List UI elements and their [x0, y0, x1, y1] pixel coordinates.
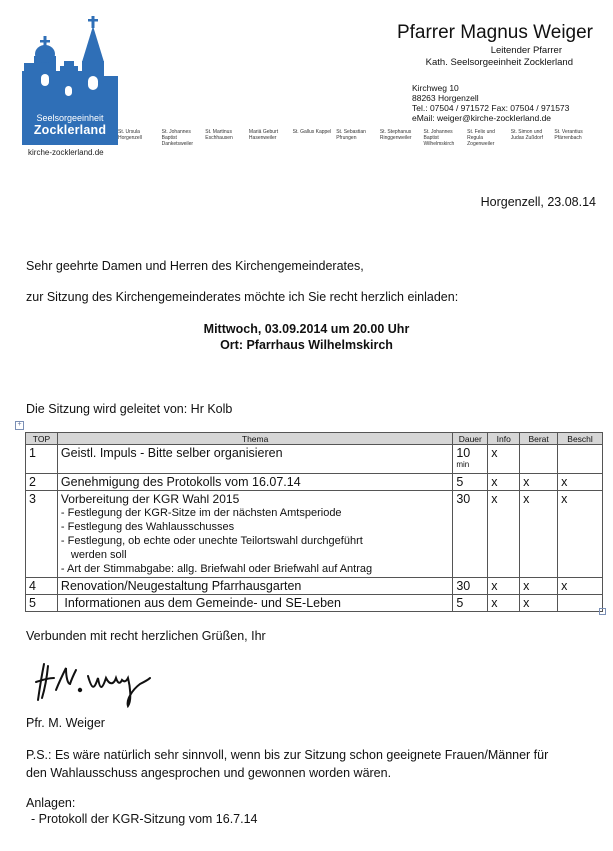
parish-item: St. Martinus Eschhausen	[205, 129, 233, 141]
top-cell: 1	[26, 445, 58, 474]
parish-item: St. Felix und Regula Zogenweiler	[467, 129, 495, 147]
thema-cell: Renovation/Neugestaltung Pfarrhausgarten	[57, 578, 452, 595]
dauer-cell: 30	[453, 491, 488, 578]
top-cell: 5	[26, 595, 58, 612]
meeting-time: Mittwoch, 03.09.2014 um 20.00 Uhr	[203, 322, 410, 336]
info-cell: x	[488, 491, 520, 578]
dauer-value: 10	[456, 446, 471, 460]
thema-cell	[57, 491, 452, 578]
ps-line-2: den Wahlausschuss angesprochen und gewonnen worden wären.	[26, 766, 392, 780]
berat-cell: x	[520, 578, 558, 595]
pastor-name: Pfarrer Magnus Weiger	[396, 22, 593, 43]
phone-fax: Tel.: 07504 / 971572 Fax: 07504 / 971573	[412, 103, 570, 113]
berat-cell: x	[520, 474, 558, 491]
parish-item: St. Simon und Judas Zußdorf	[510, 129, 544, 141]
signature	[30, 660, 160, 708]
dauer-cell: 5	[453, 595, 488, 612]
parish-item: St. Ursula Horgenzell	[118, 129, 142, 141]
table-row	[26, 445, 603, 474]
beschl-cell: x	[558, 491, 603, 578]
agenda-table	[25, 432, 603, 612]
top-cell: 2	[26, 474, 58, 491]
top-cell: 4	[26, 578, 58, 595]
email: eMail: weiger@kirche-zocklerland.de	[412, 113, 552, 123]
logo-line-1: Seelsorgeeinheit	[36, 113, 104, 123]
sub-item: - Festlegung der KGR-Sitze im der nächsten Amtsperiode	[60, 507, 342, 519]
pastor-title: Leitender Pfarrer	[490, 45, 562, 56]
logo-text	[22, 109, 118, 145]
parish-item: St. Stephanus Ringgenweiler	[379, 129, 412, 141]
col-header-info: Info	[488, 433, 520, 445]
attachment-item: - Protokoll der KGR-Sitzung vom 16.7.14	[31, 812, 258, 826]
closing-line: Verbunden mit recht herzlichen Grüßen, Ihr	[26, 629, 266, 643]
col-header-berat: Berat	[520, 433, 558, 445]
address-city: 88263 Horgenzell	[412, 93, 479, 103]
info-cell: x	[488, 578, 520, 595]
meeting-place: Ort: Pfarrhaus Wilhelmskirch	[220, 338, 393, 352]
table-move-handle-icon[interactable]: +	[15, 421, 24, 430]
beschl-cell: x	[558, 474, 603, 491]
table-resize-handle[interactable]	[599, 608, 606, 615]
table-row	[26, 578, 603, 595]
address-street: Kirchweg 10	[412, 83, 459, 93]
signer-name: Pfr. M. Weiger	[26, 716, 105, 730]
col-header-beschl: Beschl	[558, 433, 603, 445]
dauer-cell	[453, 445, 488, 474]
sub-item: - Art der Stimmabgabe: allg. Briefwahl oder Briefwahl auf Antrag	[60, 563, 373, 575]
thema-cell: Geistl. Impuls - Bitte selber organisieren	[57, 445, 452, 474]
parish-item: St. Sebastian Pfrungen	[336, 129, 366, 141]
thema-cell: Genehmigung des Protokolls vom 16.07.14	[57, 474, 452, 491]
dauer-unit: min	[456, 460, 470, 469]
sub-item: - Festlegung des Wahlausschusses	[60, 521, 235, 533]
berat-cell: x	[520, 595, 558, 612]
sub-item: werden soll	[70, 549, 127, 561]
unit-name: Kath. Seelsorgeeinheit Zocklerland	[425, 57, 573, 68]
parish-item: St. Johannes Baptist Wilhelmskirch	[423, 129, 455, 147]
table-row	[26, 595, 603, 612]
beschl-cell: x	[558, 578, 603, 595]
church-logo-icon	[22, 10, 118, 122]
col-header-thema: Thema	[57, 433, 452, 445]
beschl-cell	[558, 595, 603, 612]
dauer-cell: 30	[453, 578, 488, 595]
salutation: Sehr geehrte Damen und Herren des Kirchengemeinderates,	[26, 259, 364, 273]
parish-item: St. Verantius Pfärrenbach	[554, 129, 583, 141]
info-cell: x	[488, 474, 520, 491]
top-cell: 3	[26, 491, 58, 578]
ps-line-1: P.S.: Es wäre natürlich sehr sinnvoll, wenn bis zur Sitzung schon geeignete Frauen/Männer für	[26, 748, 549, 762]
thema-title: Vorbereitung der KGR Wahl 2015	[60, 492, 240, 506]
info-cell: x	[488, 595, 520, 612]
parish-list	[118, 129, 598, 147]
parish-item: St. Johannes Baptist Danketsweiler	[161, 129, 194, 147]
parish-item: Mariä Geburt Hasenweiler	[248, 129, 279, 141]
date-line: Horgenzell, 23.08.14	[480, 195, 596, 209]
berat-cell	[520, 445, 558, 474]
chair-line: Die Sitzung wird geleitet von: Hr Kolb	[26, 402, 233, 416]
col-header-top: TOP	[26, 433, 58, 445]
intro-text: zur Sitzung des Kirchengemeinderates möchte ich Sie recht herzlich einladen:	[26, 290, 459, 304]
parish-item: St. Gallus Kappel	[292, 129, 332, 135]
logo-line-2: Zocklerland	[33, 123, 107, 137]
col-header-dauer: Dauer	[453, 433, 488, 445]
table-row	[26, 491, 603, 578]
attachments-label: Anlagen:	[26, 796, 76, 810]
thema-cell: Informationen aus dem Gemeinde- und SE-Leben	[57, 595, 452, 612]
website-label: kirche-zocklerland.de	[28, 148, 104, 157]
dauer-cell: 5	[453, 474, 488, 491]
sub-item: - Festlegung, ob echte oder unechte Teilortswahl durchgeführt	[60, 535, 363, 547]
table-header-row	[26, 433, 603, 445]
info-cell: x	[488, 445, 520, 474]
berat-cell: x	[520, 491, 558, 578]
beschl-cell	[558, 445, 603, 474]
table-row	[26, 474, 603, 491]
